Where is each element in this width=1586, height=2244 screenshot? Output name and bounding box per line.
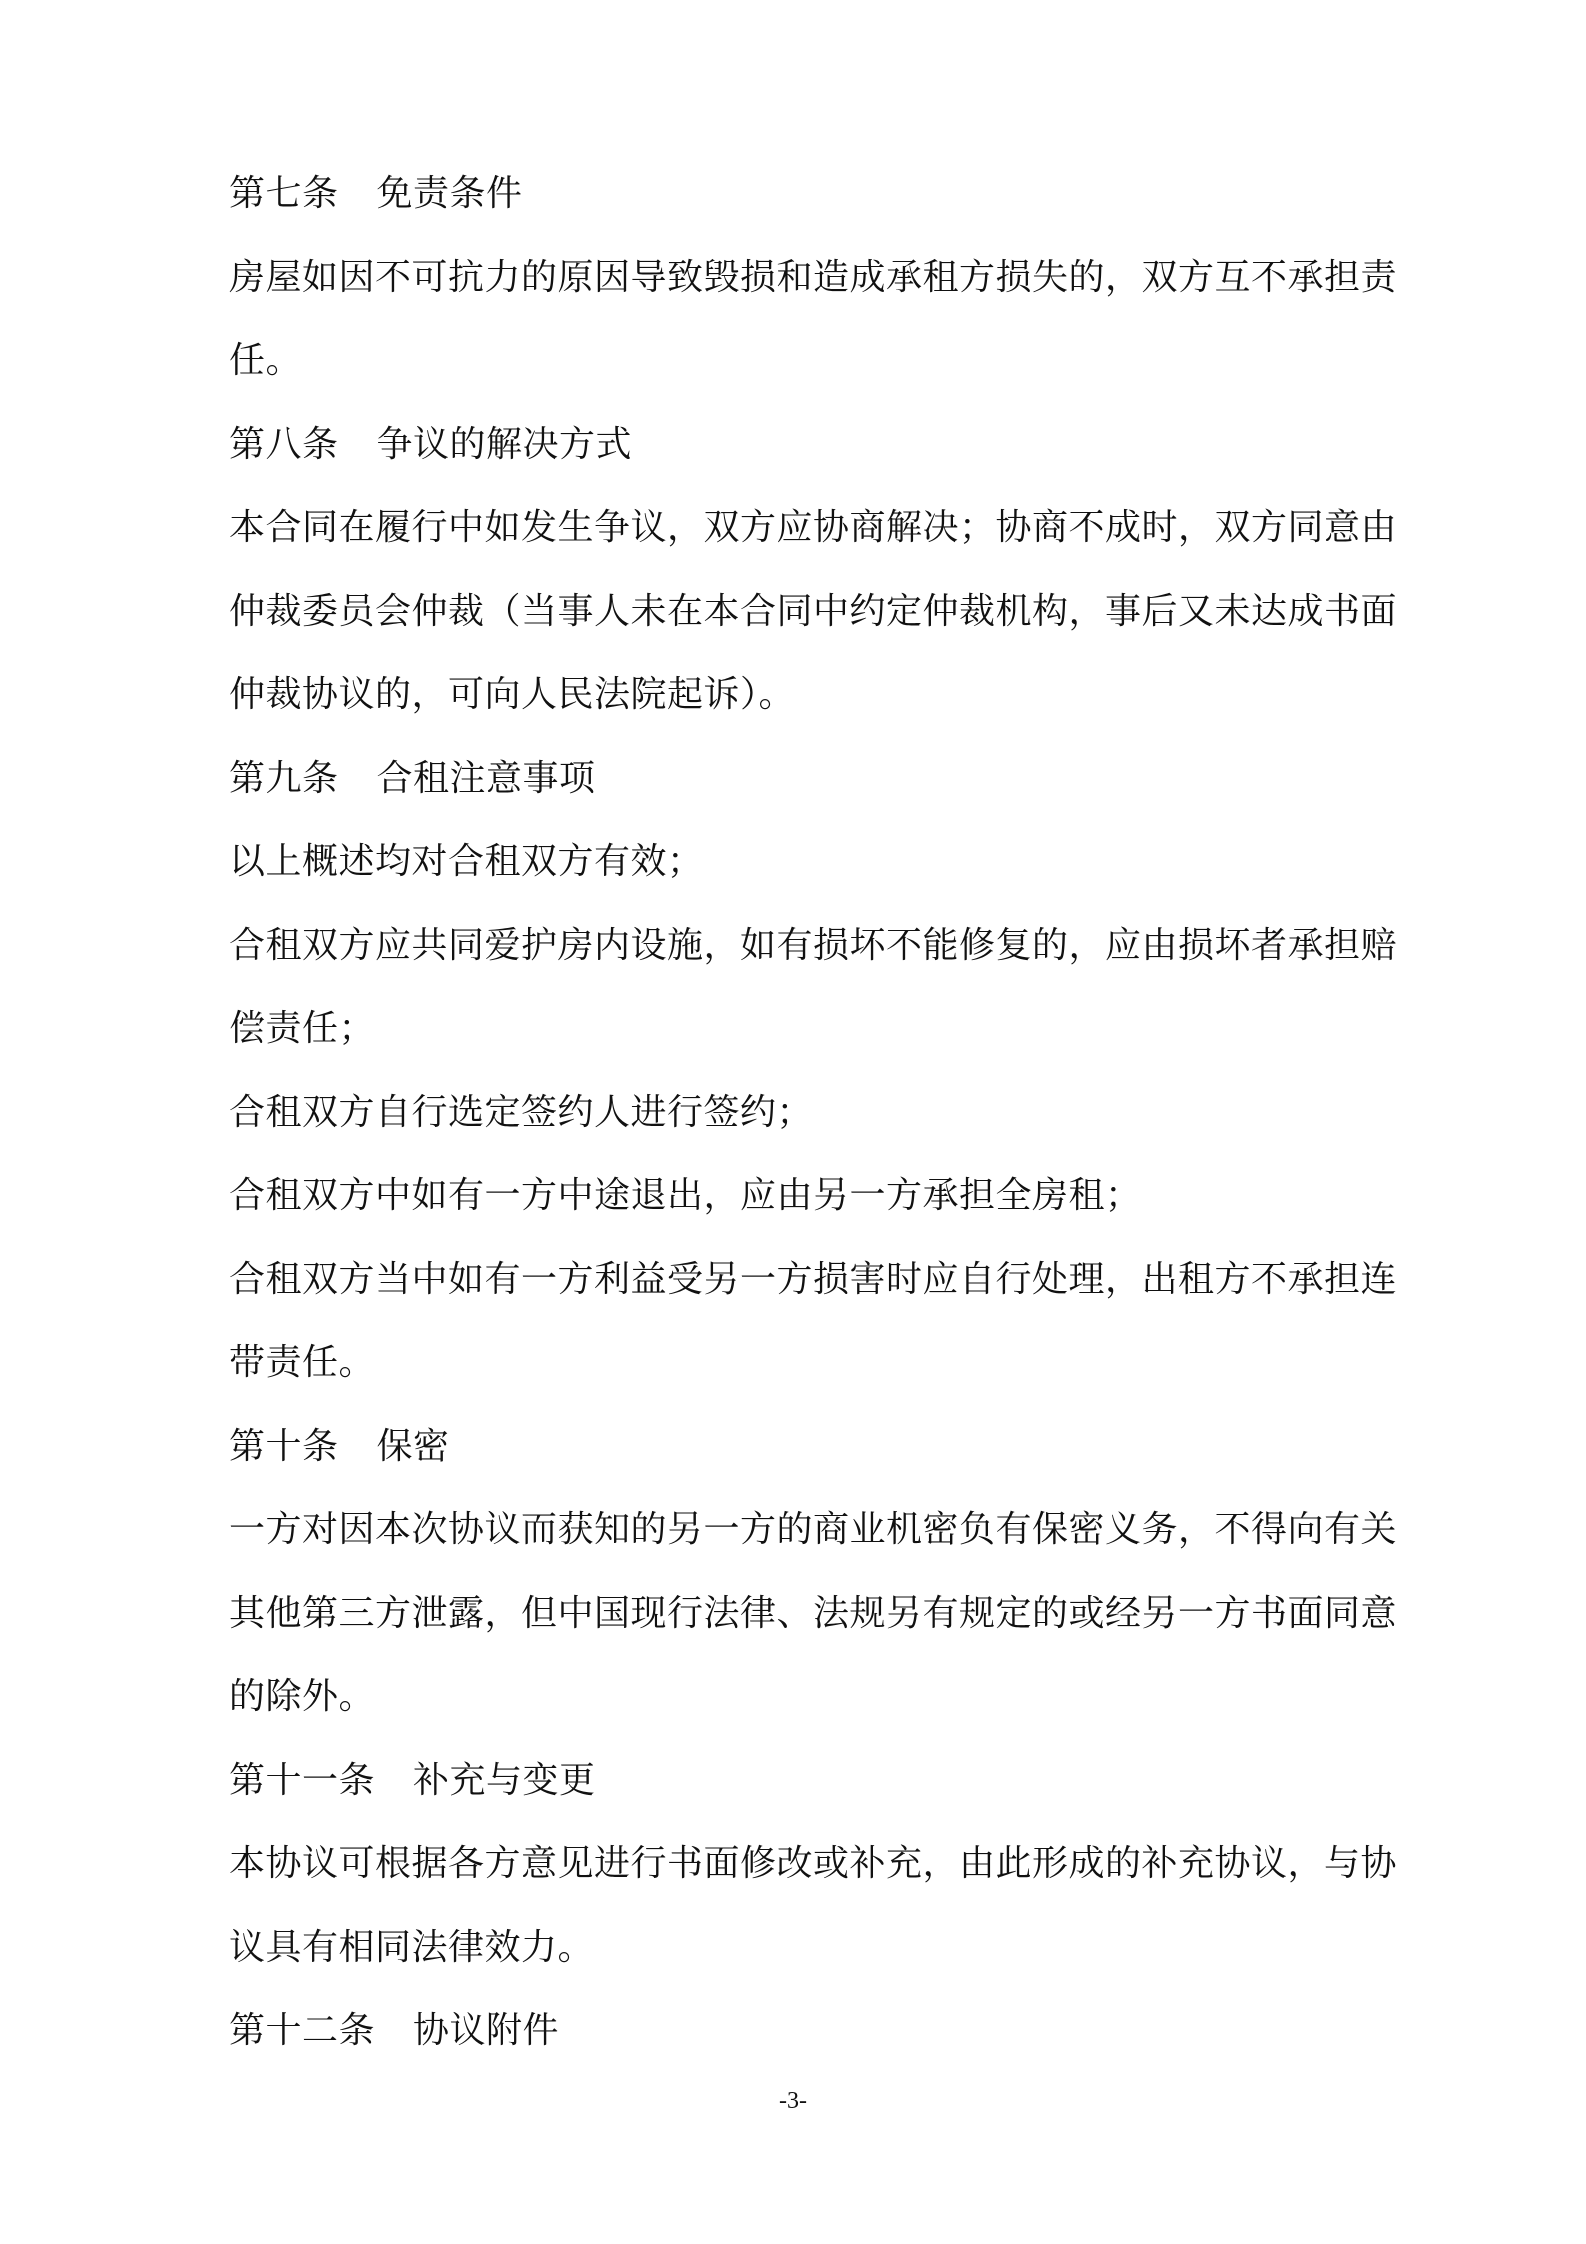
paragraph-line: 房屋如因不可抗力的原因导致毁损和造成承租方损失的，双方互不承担责 bbox=[229, 256, 1398, 298]
document-body bbox=[229, 152, 1429, 2073]
article-title: 免责条件 bbox=[376, 173, 523, 214]
paragraph-line: 本协议可根据各方意见进行书面修改或补充，由此形成的补充协议，与协 bbox=[229, 1843, 1398, 1884]
article-number: 第十条 bbox=[229, 1425, 339, 1467]
article-title: 争议的解决方式 bbox=[376, 423, 633, 465]
paragraph-line: 以上概述均对合租双方有效； bbox=[229, 841, 704, 882]
article-number: 第十二条 bbox=[229, 2010, 376, 2051]
page-number: -3- bbox=[779, 2088, 807, 2114]
paragraph-line: 一方对因本次协议而获知的另一方的商业机密负有保密义务，不得向有关 bbox=[229, 1509, 1398, 1550]
article-number: 第九条 bbox=[229, 757, 339, 799]
article-title: 合租注意事项 bbox=[376, 757, 596, 799]
paragraph-line: 带责任。 bbox=[229, 1342, 376, 1383]
article-heading bbox=[229, 737, 1429, 821]
article-heading bbox=[229, 403, 1429, 487]
paragraph-line: 合租双方自行选定签约人进行签约； bbox=[229, 1091, 814, 1133]
paragraph-line: 合租双方中如有一方中途退出，应由另一方承担全房租； bbox=[229, 1175, 1142, 1216]
article-title: 保密 bbox=[376, 1425, 450, 1467]
article-title: 补充与变更 bbox=[413, 1759, 596, 1801]
article-number: 第八条 bbox=[229, 423, 339, 465]
paragraph-line: 合租双方当中如有一方利益受另一方损害时应自行处理，出租方不承担连 bbox=[229, 1258, 1398, 1300]
article-heading bbox=[229, 1989, 1429, 2073]
article-title: 协议附件 bbox=[413, 2010, 560, 2051]
paragraph-line: 本合同在履行中如发生争议，双方应协商解决；协商不成时，双方同意由 bbox=[229, 507, 1398, 548]
article-heading bbox=[229, 152, 1429, 236]
article-number: 第十一条 bbox=[229, 1759, 376, 1801]
article-heading bbox=[229, 1739, 1429, 1823]
paragraph-line: 仲裁协议的，可向人民法院起诉）。 bbox=[229, 674, 796, 715]
paragraph-line: 仲裁委员会仲裁（当事人未在本合同中约定仲裁机构，事后又未达成书面 bbox=[229, 590, 1398, 632]
paragraph-line: 偿责任； bbox=[229, 1008, 376, 1049]
paragraph-line: 议具有相同法律效力。 bbox=[229, 1926, 595, 1968]
paragraph-line: 的除外。 bbox=[229, 1676, 376, 1717]
paragraph-line: 合租双方应共同爱护房内设施，如有损坏不能修复的，应由损坏者承担赔 bbox=[229, 924, 1398, 966]
article-heading bbox=[229, 1405, 1429, 1489]
paragraph-line: 任。 bbox=[229, 340, 303, 381]
article-number: 第七条 bbox=[229, 173, 339, 214]
paragraph-line: 其他第三方泄露，但中国现行法律、法规另有规定的或经另一方书面同意 bbox=[229, 1592, 1398, 1634]
